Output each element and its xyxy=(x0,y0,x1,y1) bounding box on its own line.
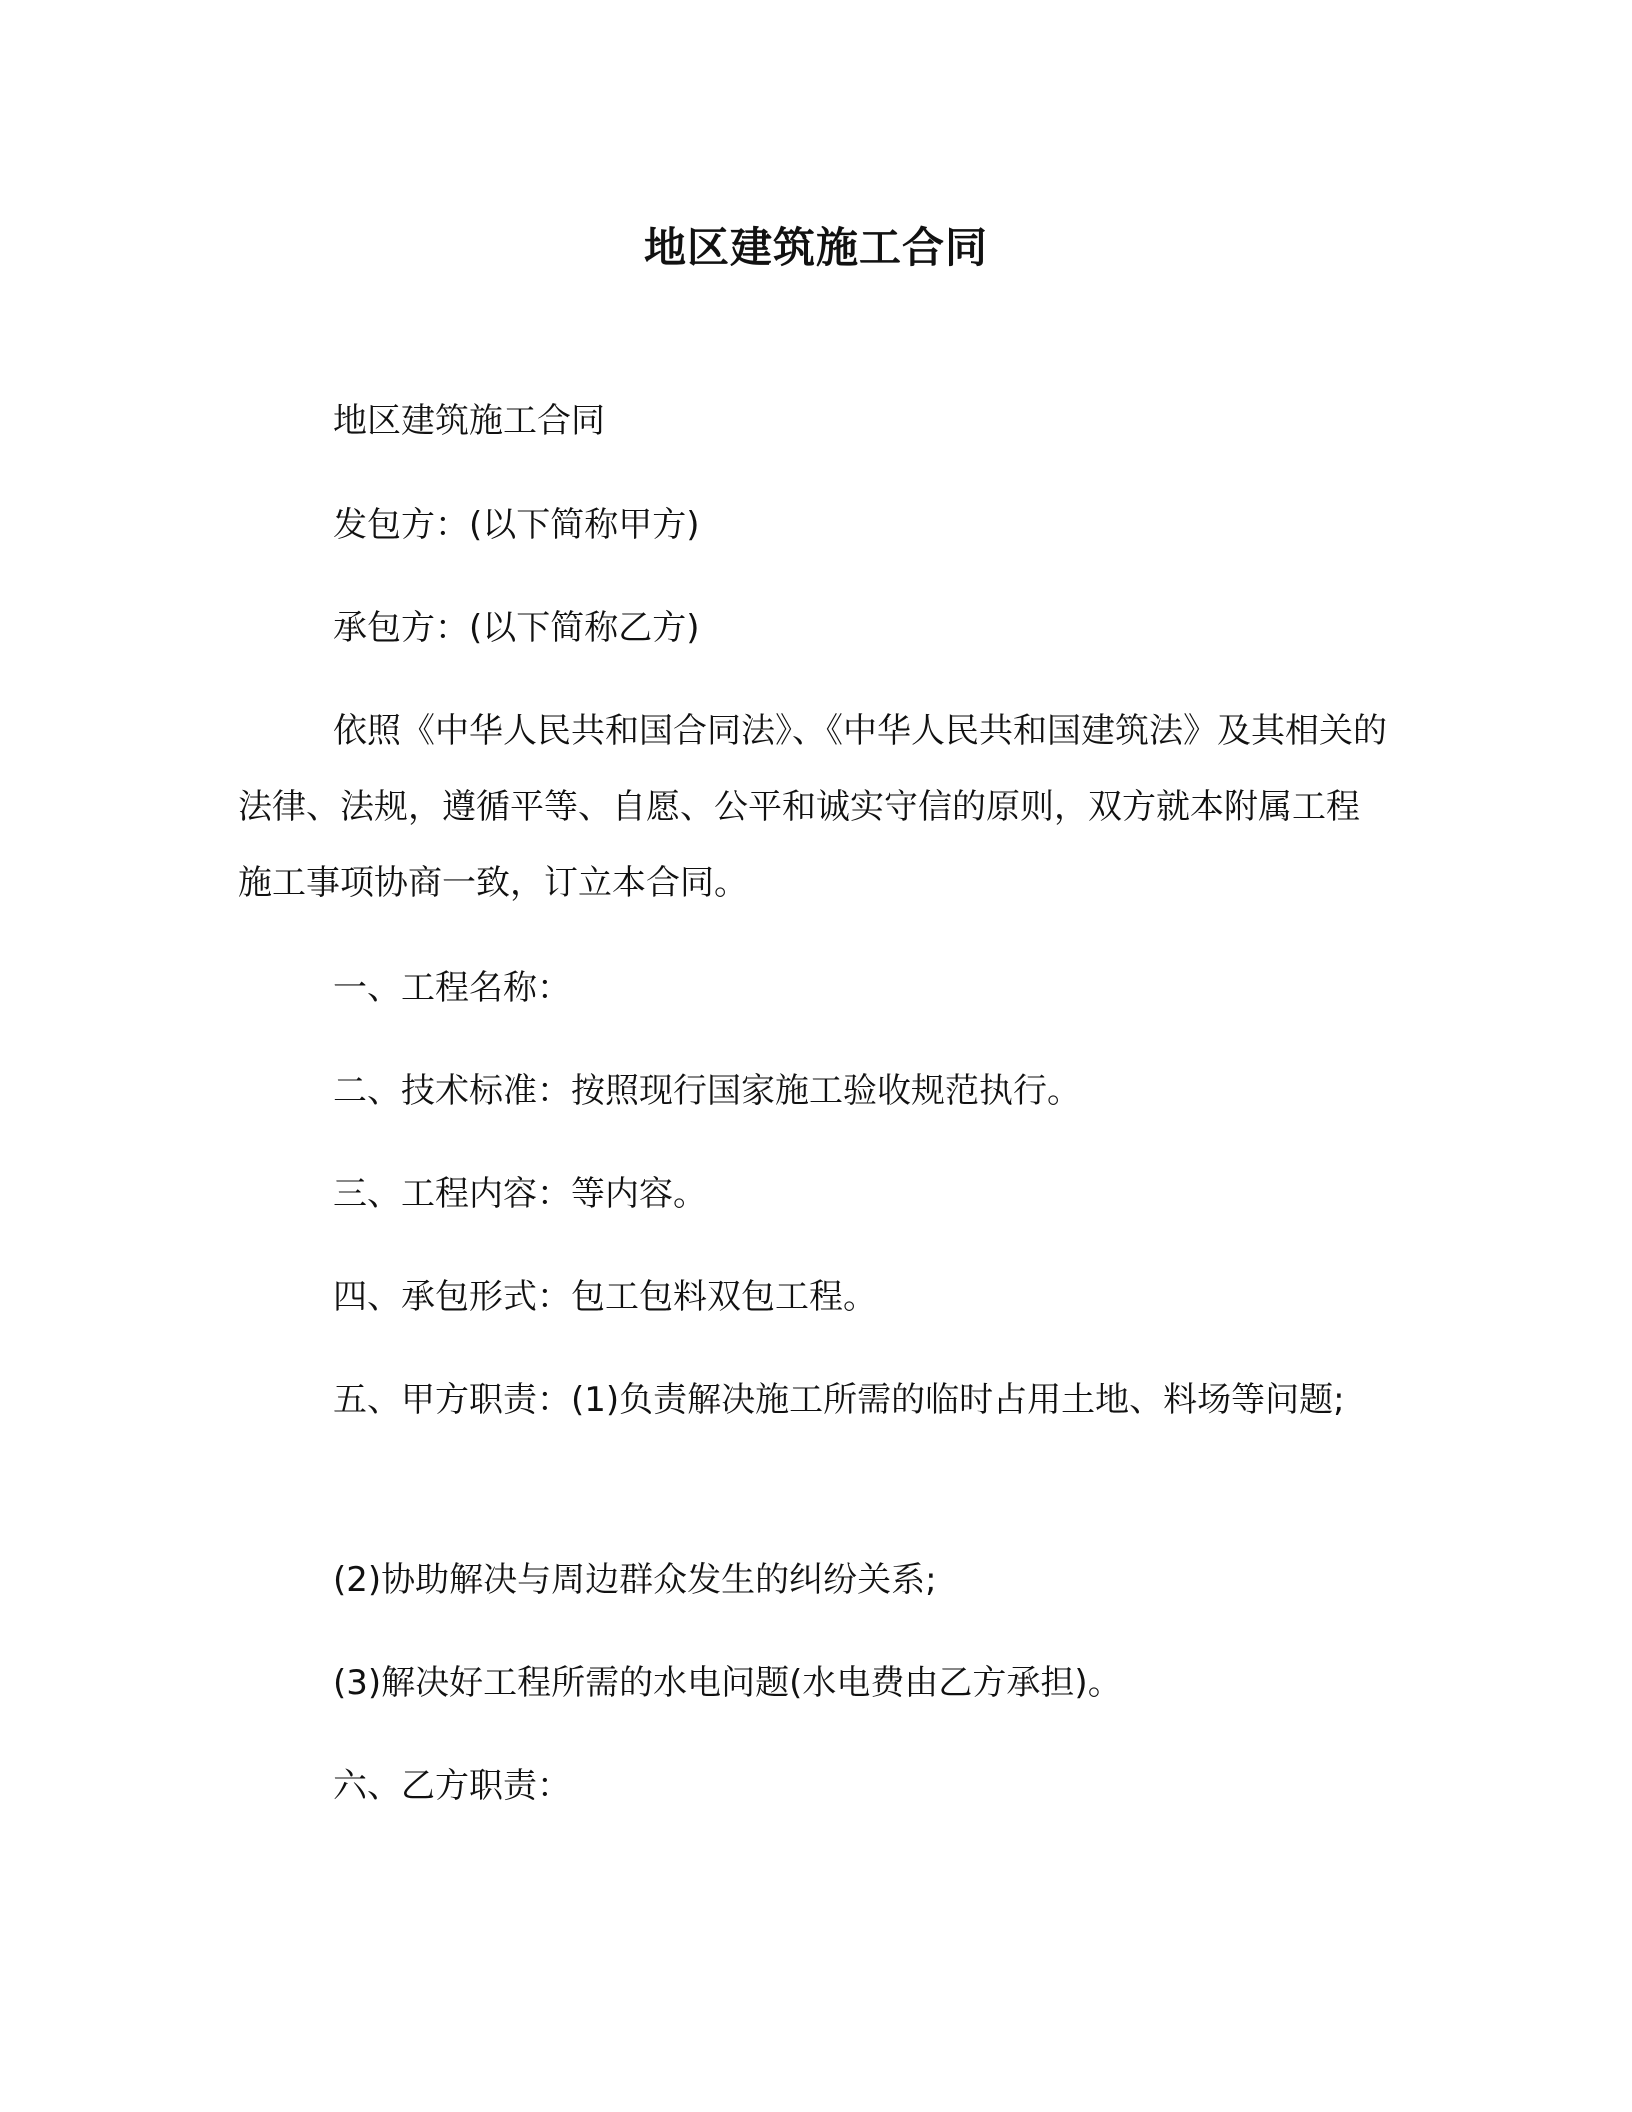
clause-party-a-duty-2: (2)协助解决与周边群众发生的纠纷关系; xyxy=(333,1560,937,1600)
clause-technical-standard: 二、技术标准：按照现行国家施工验收规范执行。 xyxy=(333,1071,1081,1111)
paragraph-contractor: 承包方：(以下简称乙方) xyxy=(333,608,700,648)
clause-party-b-duties: 六、乙方职责： xyxy=(333,1766,571,1806)
clause-project-content: 三、工程内容：等内容。 xyxy=(333,1174,707,1214)
clause-party-a-duty-1: 五、甲方职责：(1)负责解决施工所需的临时占用土地、料场等问题; xyxy=(333,1380,1345,1420)
clause-project-name: 一、工程名称： xyxy=(333,968,571,1008)
clause-party-a-duty-3: (3)解决好工程所需的水电问题(水电费由乙方承担)。 xyxy=(333,1663,1122,1703)
paragraph-employer: 发包方：(以下简称甲方) xyxy=(333,505,700,545)
document-title: 地区建筑施工合同 xyxy=(643,223,988,272)
clause-contract-form: 四、承包形式：包工包料双包工程。 xyxy=(333,1277,877,1317)
paragraph-preamble: 依照《中华人民共和国合同法》、《中华人民共和国建筑法》及其相关的法律、法规，遵循平等、自愿、公平和诚实守信的原则，双方就本附属工程施工事项协商一致，订立本合同。 xyxy=(238,711,1387,903)
paragraph-subtitle: 地区建筑施工合同 xyxy=(333,401,605,441)
